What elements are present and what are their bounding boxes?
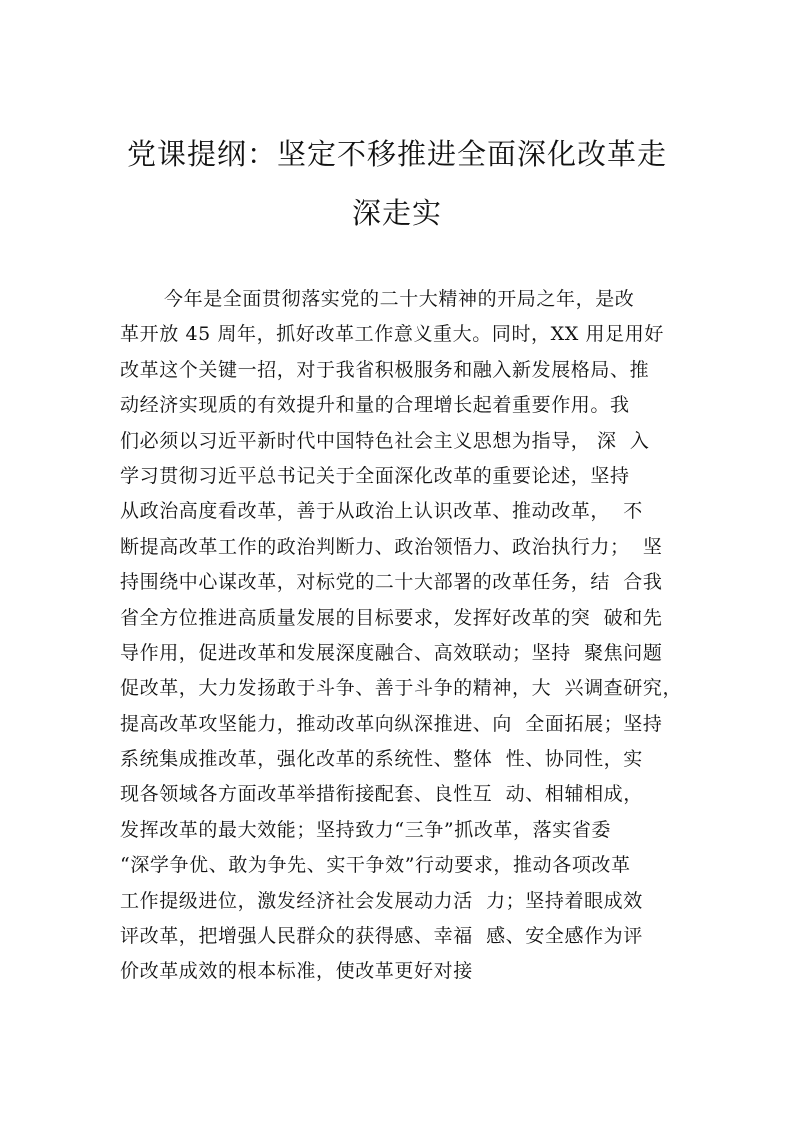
document-title-line-1: 党课提纲：坚定不移推进全面深化改革走	[126, 137, 667, 171]
body-line: 现各领域各方面改革举措衔接配套、良性互 动、相辅相成，	[120, 783, 643, 806]
body-line: 发挥改革的最大效能；坚持致力“三争”抓改革，落实省委	[120, 818, 612, 841]
body-line: 动经济实现质的有效提升和量的合理增长起着重要作用。我	[120, 394, 630, 417]
body-line: 持围绕中心谋改革，对标党的二十大部署的改革任务，结 合我	[120, 571, 663, 594]
body-line: 工作提级进位，激发经济社会发展动力活 力；坚持着眼成效	[120, 889, 643, 912]
body-line: 促改革，大力发扬敢于斗争、善于斗争的精神，大 兴调查研究，	[120, 677, 683, 700]
body-line: 省全方位推进高质量发展的目标要求，发挥好改革的突 破和先	[120, 606, 663, 629]
body-line: 今年是全面贯彻落实党的二十大精神的开局之年，是改	[164, 288, 635, 310]
body-line: 学习贯彻习近平总书记关于全面深化改革的重要论述，坚持	[120, 464, 630, 487]
body-line: 革开放 45 周年，抓好改革工作意义重大。同时，XX 用足用好	[120, 323, 664, 346]
body-line: 从政治高度看改革，善于从政治上认识改革、推动改革， 不	[120, 500, 643, 523]
body-line: 改革这个关键一招，对于我省积极服务和融入新发展格局、推	[120, 358, 650, 381]
body-line: 断提高改革工作的政治判断力、政治领悟力、政治执行力； 坚	[120, 535, 663, 558]
body-line: 导作用，促进改革和发展深度融合、高效联动；坚持 聚焦问题	[120, 641, 663, 664]
body-line: “深学争优、敢为争先、实干争效”行动要求，推动各项改革	[120, 854, 631, 877]
body-line: 们必须以习近平新时代中国特色社会主义思想为指导， 深 入	[120, 429, 650, 452]
document-body	[120, 282, 700, 990]
body-line: 评改革，把增强人民群众的获得感、幸福 感、安全感作为评	[120, 925, 643, 948]
document-title-line-2: 深走实	[351, 196, 442, 230]
body-line: 系统集成推改革，强化改革的系统性、整体 性、协同性，实	[120, 748, 643, 771]
body-line: 价改革成效的根本标准，使改革更好对接	[120, 960, 473, 983]
body-line: 提高改革攻坚能力，推动改革向纵深推进、向 全面拓展；坚持	[120, 712, 663, 735]
